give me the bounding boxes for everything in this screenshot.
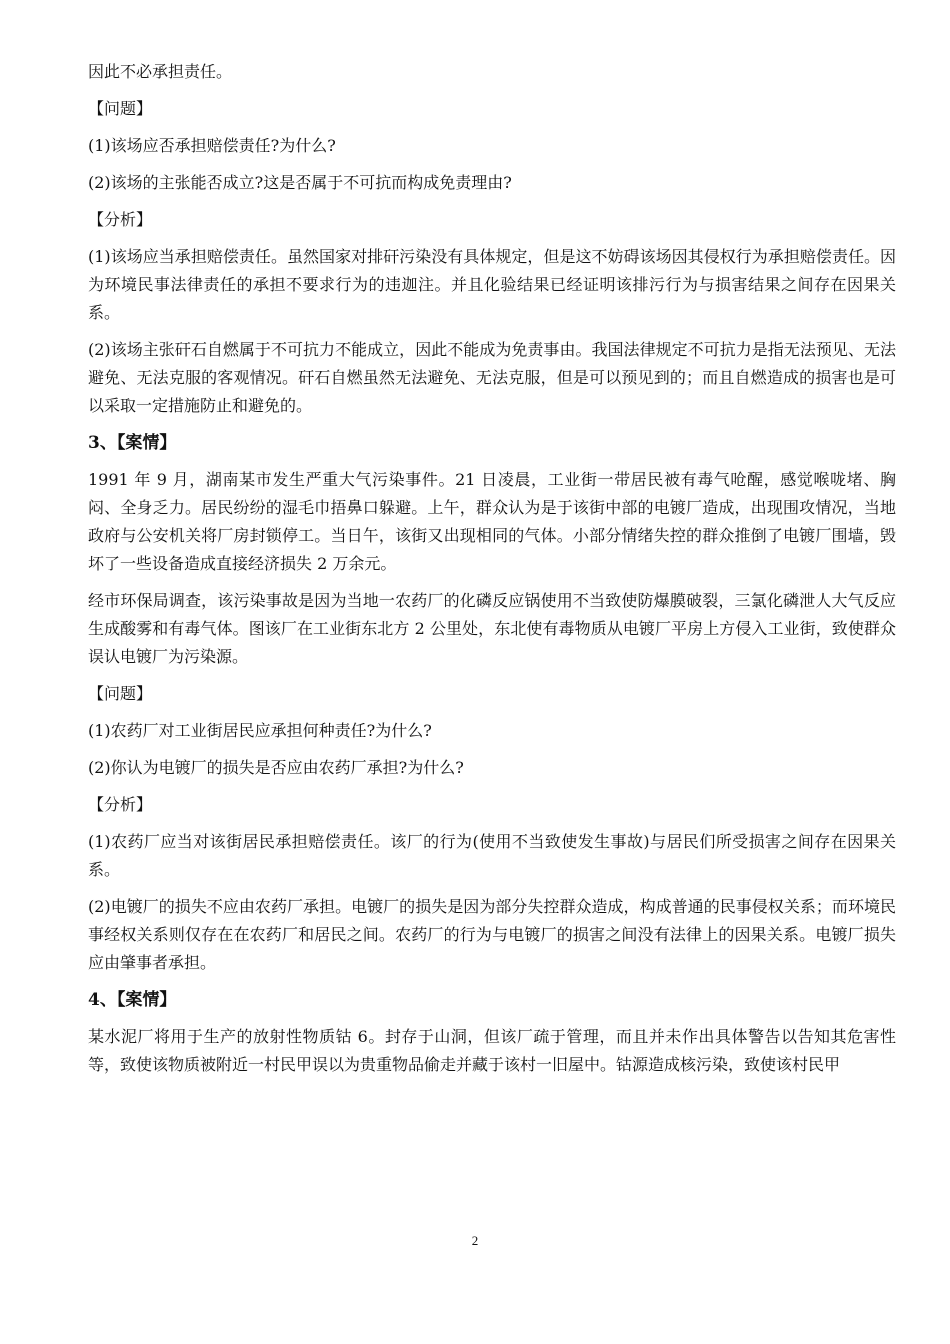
- paragraph: (2)该场的主张能否成立?这是否属于不可抗而构成免责理由?: [88, 173, 512, 192]
- paragraph: (1)农药厂对工业街居民应承担何种责任?为什么?: [88, 721, 432, 740]
- paragraph: (1)该场应否承担赔偿责任?为什么?: [88, 136, 336, 155]
- paragraph: 因此不必承担责任。: [88, 62, 233, 81]
- paragraph: (2)该场主张矸石自燃属于不可抗力不能成立，因此不能成为免责事由。我国法律规定不可抗力是指无法预见、无法避免、无法克服的客观情况。矸石自燃虽然无法避免、无法克服，但是可以预见到的；而且自燃造成的损害也是可以采取一定措施防止和避免的。: [88, 340, 896, 415]
- paragraph: (2)电镀厂的损失不应由农药厂承担。电镀厂的损失是因为部分失控群众造成，构成普通的民事侵权关系；而环境民事经权关系则仅存在在农药厂和居民之间。农药厂的行为与电镀厂的损害之间没有法律上的因果关系。电镀厂损失应由肇事者承担。: [88, 897, 896, 972]
- page-number: 2: [471, 1233, 479, 1248]
- section-heading: 4、【案情】: [88, 990, 177, 1010]
- paragraph: 【问题】: [88, 99, 153, 118]
- paragraph: 某水泥厂将用于生产的放射性物质钴 6。封存于山洞，但该厂疏于管理，而且并未作出具体警告以告知其危害性等，致使该物质被附近一村民甲误以为贵重物品偷走并藏于该村一旧屋中。钴源造成核污染，致使该村民甲: [88, 1027, 896, 1074]
- paragraph: (1)该场应当承担赔偿责任。虽然国家对排矸污染没有具体规定，但是这不妨碍该场因其侵权行为承担赔偿责任。因为环境民事法律责任的承担不要求行为的违迦注。并且化验结果已经证明该排污行为与损害结果之间存在因果关系。: [88, 247, 896, 322]
- paragraph: 1991 年 9 月，湖南某市发生严重大气污染事件。21 日凌晨，工业街一带居民被有毒气呛醒，感觉喉咙堵、胸闷、全身乏力。居民纷纷的湿毛巾捂鼻口躲避。上午，群众认为是于该街中部的电镀厂造成，出现围攻情况，当地政府与公安机关将厂房封锁停工。当日午，该街又出现相同的气体。小部分情绪失控的群众推倒了电镀厂围墙，毁坏了一些设备造成直接经济损失 2 万余元。: [88, 470, 896, 573]
- paragraph: 【分析】: [88, 210, 153, 229]
- paragraph: 【问题】: [88, 684, 153, 703]
- section-heading: 3、【案情】: [88, 433, 177, 453]
- paragraph: (1)农药厂应当对该街居民承担赔偿责任。该厂的行为(使用不当致使发生事故)与居民们所受损害之间存在因果关系。: [88, 832, 896, 879]
- paragraph: 【分析】: [88, 795, 153, 814]
- paragraph: (2)你认为电镀厂的损失是否应由农药厂承担?为什么?: [88, 758, 464, 777]
- paragraph: 经市环保局调查，该污染事故是因为当地一农药厂的化磷反应锅使用不当致使防爆膜破裂，三氯化磷泄人大气反应生成酸雾和有毒气体。图该厂在工业街东北方 2 公里处，东北使有毒物质从电镀厂平房上方侵入工业街，致使群众误认电镀厂为污染源。: [88, 591, 896, 666]
- document-body: [88, 58, 896, 1088]
